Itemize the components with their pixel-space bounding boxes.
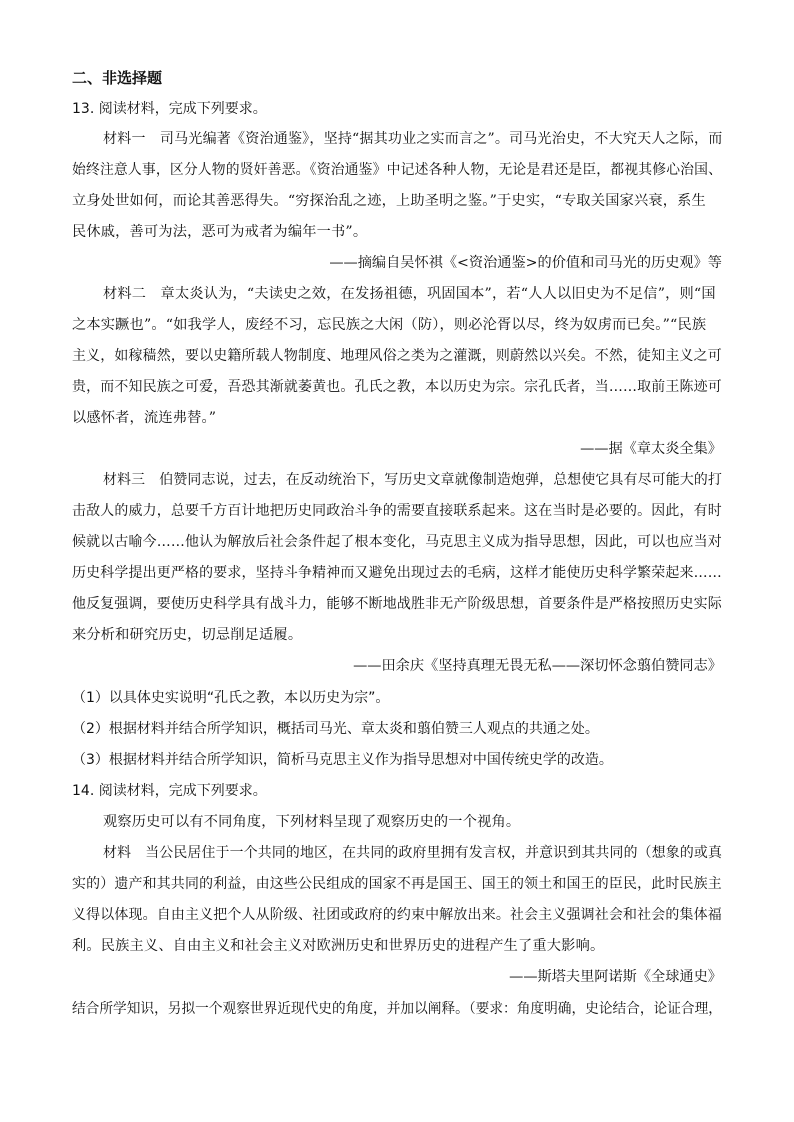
q13-material3-line: 历史科学提出更严格的要求，坚持斗争精神而又避免出现过去的毛病，这样才能使历史科学繁荣起来…… — [72, 565, 722, 581]
q13-material1-line: 民休戚，善可为法，恶可为戒者为编年一书”。 — [72, 224, 368, 240]
q13-material3-line: 来分析和研究历史，切忌削足适履。 — [72, 627, 303, 643]
q13-subquestion-2: （2）根据材料并结合所学知识，概括司马光、章太炎和翦伯赞三人观点的共通之处。 — [72, 721, 599, 737]
q13-material3-line: 材料三 伯赞同志说，过去，在反动统治下，写历史文章就像制造炮弹，总想使它具有尽可能大的打 — [103, 472, 723, 488]
q13-material2-line: 之本实蹶也”。“如我学人，废经不习，忘民族之大闲（防），则必沦胥以尽，终为奴虏而已矣。”“民族 — [72, 317, 707, 333]
q13-material2-line: 主义，如稼穑然，要以史籍所载人物制度、地理风俗之类为之灌溉，则蔚然以兴矣。不然，徒知主义之可 — [72, 348, 722, 364]
q13-material3-line: 击敌人的威力，总要千方百计地把历史同政治斗争的需要直接联系起来。这在当时是必要的。因此，有时 — [72, 503, 722, 519]
section-title: 二、非选择题 — [72, 69, 163, 87]
q13-subquestion-3: （3）根据材料并结合所学知识，简析马克思主义作为指导思想对中国传统史学的改造。 — [72, 752, 613, 768]
q14-material-line: 利。民族主义、自由主义和社会主义对欧洲历史和世界历史的进程产生了重大影响。 — [72, 938, 605, 954]
q13-material3-line: 他反复强调，要使历史科学具有战斗力，能够不断地战胜非无产阶级思想，首要条件是严格按照历史实际 — [72, 596, 722, 612]
q14-material-line: 义得以体现。自由主义把个人从阶级、社团或政府的约束中解放出来。社会主义强调社会和社会的集体福 — [72, 907, 722, 923]
q13-material1-line: 材料一 司马光编著《资治通鉴》，坚持“据其功业之实而言之”。司马光治史，不大究天人之际，而 — [103, 131, 723, 147]
q13-subquestion-1: （1）以具体史实说明“孔氏之教，本以历史为宗”。 — [72, 690, 390, 706]
q13-material1-line: 始终注意人事，区分人物的贤奸善恶。《资治通鉴》中记述各种人物，无论是君还是臣，都视其修心治国、 — [72, 162, 723, 178]
q13-material1-line: 立身处世如何，而论其善恶得失。“穷探治乱之迹，上助圣明之鉴。”于史实，“专取关国家兴衰，系生 — [72, 193, 706, 209]
q13-material2-line: 以感怀者，流连弗替。” — [72, 410, 217, 426]
q13-material3-source: ——田余庆《坚持真理无畏无私——深切怀念翦伯赞同志》 — [353, 658, 722, 674]
q14-material-source: ——斯塔夫里阿诺斯《全球通史》 — [509, 969, 722, 985]
q14-task: 结合所学知识，另拟一个观察世界近现代史的角度，并加以阐释。（要求：角度明确，史论结合，论证合理， — [72, 1001, 722, 1017]
q14-material-line: 材料 当公民居住于一个共同的地区，在共同的政府里拥有发言权，并意识到其共同的（想象的或真 — [103, 845, 723, 861]
q14-material-line: 实的）遗产和其共同的利益，由这些公民组成的国家不再是国王、国王的领土和国王的臣民，此时民族主 — [72, 876, 722, 892]
q14-intro: 观察历史可以有不同角度，下列材料呈现了观察历史的一个视角。 — [103, 814, 521, 830]
q13-material1-source: ——摘编自吴怀祺《<资治通鉴>的价值和司马光的历史观》等 — [329, 255, 722, 271]
q13-material2-line: 材料二 章太炎认为，“夫读史之效，在发扬祖德，巩固国本”，若“人人以旧史为不足信”，则“国 — [103, 286, 716, 302]
q13-material3-line: 候就以古喻今……他认为解放后社会条件起了根本变化，马克思主义成为指导思想，因此，可以也应当对 — [72, 534, 722, 550]
q13-material2-line: 贵，而不知民族之可爱，吾恐其渐就萎黄也。孔氏之教，本以历史为宗。宗孔氏者，当……取前王陈迹可 — [72, 379, 722, 395]
q14-prompt: 14. 阅读材料，完成下列要求。 — [72, 783, 267, 799]
q13-material2-source: ——据《章太炎全集》 — [580, 441, 722, 457]
q13-prompt: 13. 阅读材料，完成下列要求。 — [72, 101, 267, 117]
